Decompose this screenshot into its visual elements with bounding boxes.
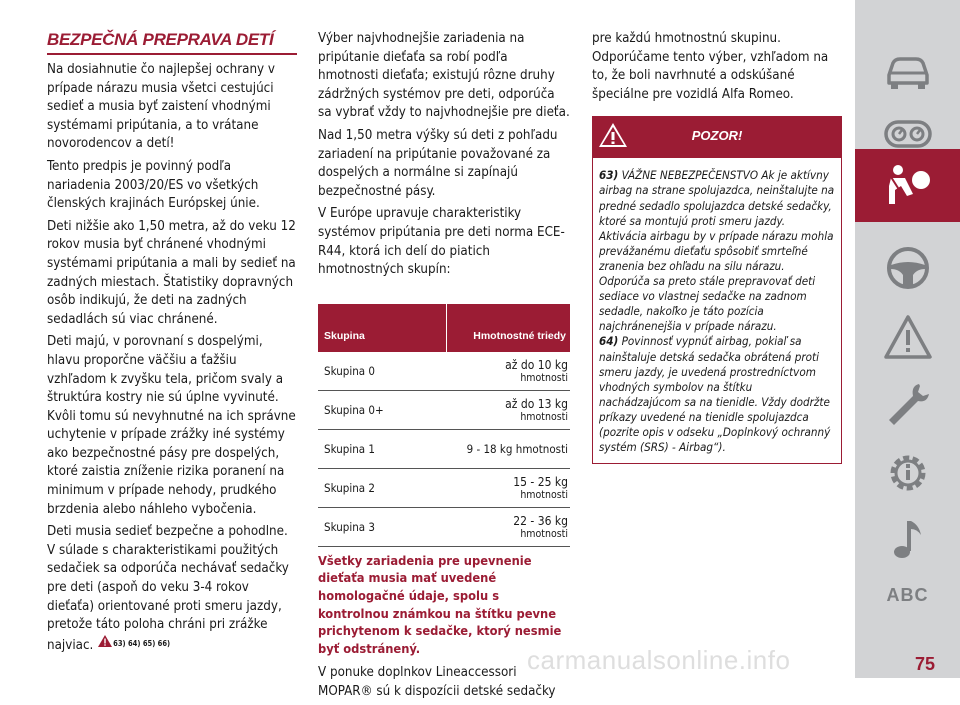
car-icon[interactable] [883, 45, 933, 95]
weight-cell [447, 507, 571, 546]
group-cell: Skupina 0+ [318, 390, 447, 429]
warning-text: Povinnosť vypnúť airbag, pokiaľ sa nainštaluje detská sedačka obrátená proti smeru jazdy, je uvedená prostredníctvom vhodných symbolov na štítku nachádzajúcom sa na tienidle. Vždy dodržte príkazy uvedené na tienidle spolujazdca (pozrite opis v odseku „Doplnkový ochranný systém (SRS) - Airbag“). [599, 334, 831, 455]
table-row [318, 468, 570, 507]
column-header-group: Skupina [318, 304, 447, 352]
weight-cell [447, 352, 571, 391]
paragraph: Deti majú, v porovnaní s dospelými, hlavu proporčne väčšiu a ťažšiu vzhľadom k zvyšku tela, pričom svaly a štruktúra kostry nie sú úplne vyvinuté. Kvôli tomu sú nevyhnutné na ich správne uchytenie v prípade zrážky iné systémy ako bezpečnostné pásy pre dospelých, ktoré zaistia zníženie rizika poranení na minimum v prípade nehody, prudkého brzdenia alebo náhleho vybočenia. [47, 334, 296, 517]
weight-unit: hmotnosti [520, 527, 568, 540]
gear-info-icon[interactable] [883, 448, 933, 498]
warning-item [599, 168, 835, 334]
wrench-icon[interactable] [883, 380, 933, 430]
table-row [318, 507, 570, 546]
group-cell: Skupina 3 [318, 507, 447, 546]
paragraph: Výber najvhodnejšie zariadenia na pripútanie dieťaťa sa robí podľa hmotnosti dieťaťa; existujú rôzne druhy zádržných systémov pre deti, odporúča sa vybrať vždy to najvhodnejšie pre dieťa. [318, 31, 570, 121]
paragraph: Nad 1,50 metra výšky sú deti z pohľadu zariadení na pripútanie považované za dospelých a normálne si zapínajú bezpečnostné pásy. [318, 127, 558, 199]
table-row [318, 352, 570, 391]
warning-body [592, 158, 842, 464]
table-row [318, 390, 570, 429]
dashboard-icon[interactable] [883, 108, 933, 158]
column-1 [47, 30, 297, 659]
abc-index-link[interactable]: ABC [886, 585, 929, 605]
section-heading: BEZPEČNÁ PREPRAVA DETÍ [47, 30, 297, 55]
warning-icon[interactable] [883, 313, 933, 363]
page-number: 75 [914, 654, 935, 674]
weight-unit: hmotnosti [520, 488, 568, 501]
paragraph: pre každú hmotnostnú skupinu. Odporúčame tento výber, vzhľadom na to, že boli navrhnuté a odskúšané špeciálne pre vozidlá Alfa Romeo. [592, 31, 829, 102]
warning-number: 63) [599, 168, 619, 183]
warning-triangle-icon [98, 635, 112, 647]
warning-box [592, 116, 842, 464]
steering-wheel-icon[interactable] [883, 243, 933, 293]
weight-groups-table [318, 304, 570, 547]
column-2 [318, 30, 570, 705]
paragraph: Tento predpis je povinný podľa nariadenia 2003/20/ES vo všetkých členských krajinách Európskej únie. [47, 158, 260, 212]
weight-cell: 9 - 18 kg hmotnosti [447, 429, 571, 468]
weight-value: 15 - 25 kg [513, 474, 568, 489]
weight-cell [447, 468, 571, 507]
paragraph: V Európe upravuje charakteristiky systémov pripútania pre deti norma ECE-R44, ktorá ich delí do piatich hmotnostných skupín: [318, 206, 565, 278]
column-header-weight: Hmotnostné triedy [447, 304, 571, 352]
paragraph [47, 523, 297, 655]
warning-number: 64) [599, 334, 619, 349]
warning-header [592, 116, 842, 158]
warning-text: VÁŽNE NEBEZPEČENSTVO Ak je aktívny airbag na strane spolujazdca, neinštalujte na predné sedadlo spolujazdca detské sedačky, ktoré sa montujú proti smeru jazdy. Aktivácia airbagu by v prípade nárazu mohla prevážanému dieťaťu spôsobiť smrteľné zranenia bez ohľadu na silu nárazu. Odporúča sa preto stále prepravovať deti sediace vo vlastnej sedačke na zadnom sedadle, nakoľko je táto pozícia najchránenejšia v prípade nárazu. [599, 168, 835, 334]
warning-title: POZOR! [691, 128, 743, 144]
paragraph: V ponuke doplnkov Lineaccessori MOPAR® sú k dispozícii detské sedačky [318, 665, 556, 699]
seatbelt-airbag-icon[interactable] [883, 160, 933, 210]
column-3 [592, 30, 842, 464]
paragraph: Na dosiahnutie čo najlepšej ochrany v prípade nárazu musia všetci cestujúci sedieť a musia byť zaistení vhodnými systémami pripútania, a to vrátane novorodencov a detí! [47, 62, 275, 152]
table-header-row [318, 304, 570, 352]
paragraph: Deti nižšie ako 1,50 metra, až do veku 12 rokov musia byť chránené vhodnými systémami pripútania a mali by sedieť na zadných miestach. Štatistiky dopravných osôb indikujú, že deti na zadných sedadlách sú viac chránené. [47, 218, 296, 327]
watermark: carmanualsonline.info [527, 645, 791, 675]
homologation-note: Všetky zariadenia pre upevnenie dieťaťa musia mať uvedené homologačné údaje, spolu s kontrolnou známkou na štítku pevne prichytenom k sedačke, ktorý nesmie byť odstránený. [318, 553, 562, 657]
weight-value: až do 13 kg [505, 396, 568, 411]
chapter-sidebar [855, 0, 960, 678]
weight-value: 22 - 36 kg [513, 513, 568, 528]
table-row [318, 429, 570, 468]
warning-item [599, 334, 835, 455]
weight-value: až do 10 kg [505, 357, 568, 372]
group-cell: Skupina 2 [318, 468, 447, 507]
weight-cell [447, 390, 571, 429]
music-note-icon[interactable] [883, 515, 933, 565]
warning-references: 63) 64) 65) 66) [113, 638, 171, 648]
group-cell: Skupina 1 [318, 429, 447, 468]
weight-unit: hmotnosti [520, 371, 568, 384]
paragraph-text: Deti musia sedieť bezpečne a pohodlne. V súlade s charakteristikami použitých sedačiek sa odporúča nechávať sedačky pre deti (aspoň do veku 3-4 rokov dieťaťa) orientované proti smeru jazdy, pretože táto poloha chráni pri zrážke najviac. [47, 524, 289, 653]
weight-unit: hmotnosti [520, 410, 568, 423]
group-cell: Skupina 0 [318, 352, 447, 391]
